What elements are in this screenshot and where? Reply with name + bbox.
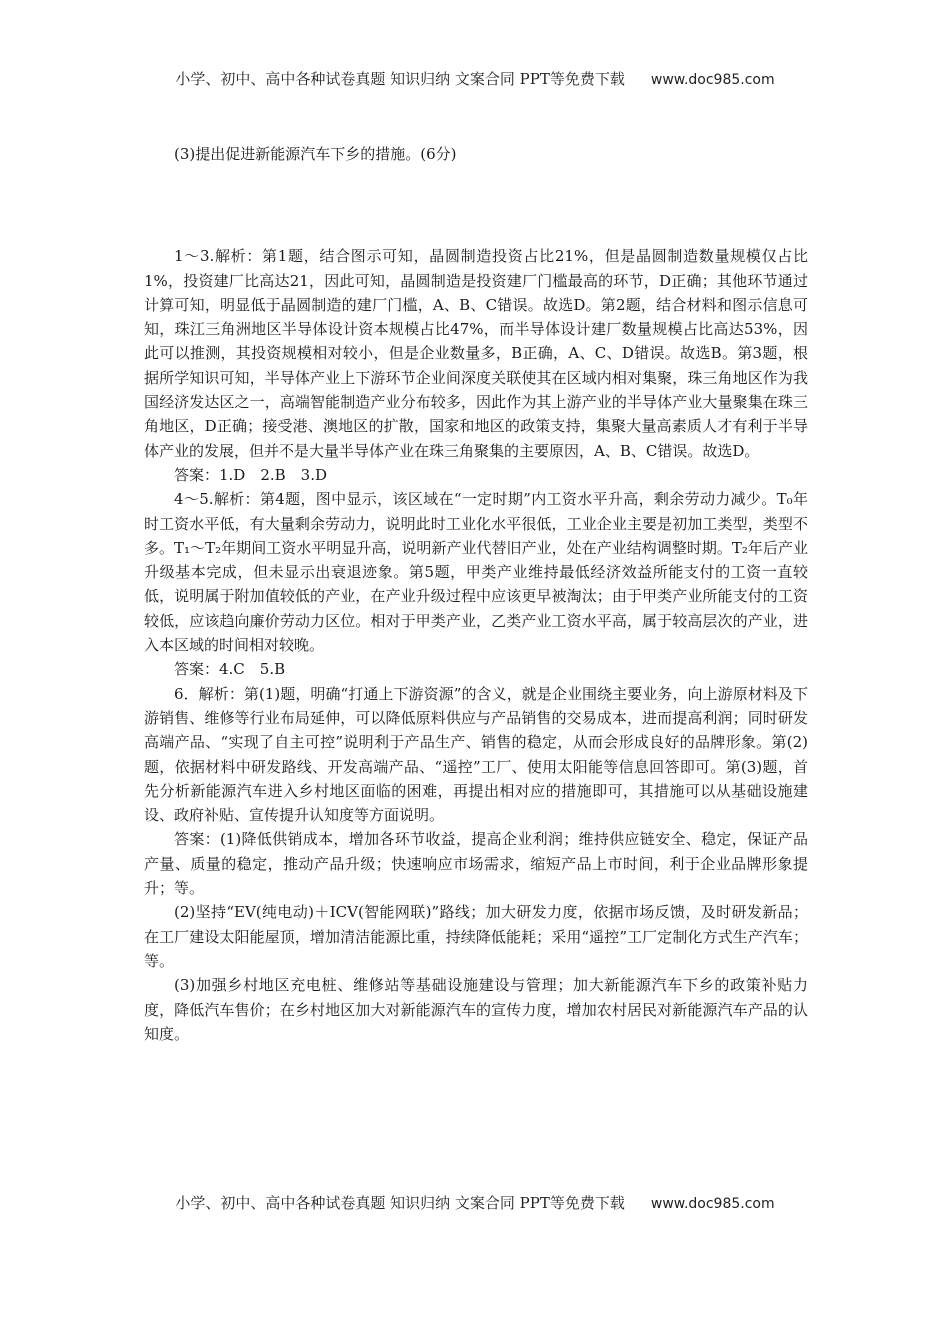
analysis-q4-5: 4～5.解析：第4题，图中显示，该区域在“一定时期”内工资水平升高，剩余劳动力减少。T₀年时工资水平低，有大量剩余劳动力，说明此时工业化水平很低，工业企业主要是初加工类型，类型不多。T₁～T₂年期间工资水平明显升高，说明新产业代替旧产业，处在产业结构调整时期。T₂年后产业升级基本完成，但未显示出衰退迹象。第5题，甲类产业维持最低经济效益所能支付的工资一直较低，说明属于附加值较低的产业，在产业升级过程中应该更早被淘汰；由于甲类产业所能支付的工资较低，应该趋向廉价劳动力区位。相对于甲类产业，乙类产业工资水平高，属于较高层次的产业，进入本区域的时间相对较晚。	[144, 490, 808, 655]
document-body	[144, 142, 808, 1046]
header-slogan: 小学、初中、高中各种试卷真题 知识归纳 文案合同 PPT等免费下载	[175, 70, 625, 88]
analysis-q6: 6．解析：第(1)题，明确“打通上下游资源”的含义，就是企业围绕主要业务，向上游原材料及下游销售、维修等行业布局延伸，可以降低原料供应与产品销售的交易成本，进而提高利润；同时研发高端产品、“实现了自主可控”说明利于产品生产、销售的稳定，从而会形成良好的品牌形象。第(2)题，依据材料中研发路线、开发高端产品、“遥控”工厂、使用太阳能等信息回答即可。第(3)题，首先分析新能源汽车进入乡村地区面临的困难，再提出相对应的措施即可，其措施可以从基础设施建设、政府补贴、宣传提升认知度等方面说明。	[144, 684, 808, 825]
page-footer	[0, 1192, 950, 1213]
answer-q6-part2: (2)坚持“EV(纯电动)＋ICV(智能网联)”路线；加大研发力度，依据市场反馈，及时研发新品；在工厂建设太阳能屋顶，增加清洁能源比重，持续降低能耗；采用“遥控”工厂定制化方式生产汽车；等。	[144, 903, 808, 970]
answer-q1-3: 答案：1.D 2.B 3.D	[174, 465, 328, 484]
footer-site-link[interactable]: www.doc985.com	[650, 1196, 775, 1212]
footer-slogan: 小学、初中、高中各种试卷真题 知识归纳 文案合同 PPT等免费下载	[175, 1194, 625, 1212]
answer-q4-5: 答案：4.C 5.B	[174, 660, 286, 679]
question-3: (3)提出促进新能源汽车下乡的措施。(6分)	[174, 145, 457, 163]
analysis-q1-3: 1～3.解析：第1题，结合图示可知，晶圆制造投资占比21%，但是晶圆制造数量规模仅占比1%，投资建厂比高达21，因此可知，晶圆制造是投资建厂门槛最高的环节，D正确；其他环节通过计算可知，明显低于晶圆制造的建厂门槛，A、B、C错误。故选D。第2题，结合材料和图示信息可知，珠江三角洲地区半导体设计资本规模占比47%，而半导体设计建厂数量规模占比高达53%，因此可以推测，其投资规模相对较小，但是企业数量多，B正确，A、C、D错误。故选B。第3题，根据所学知识可知，半导体产业上下游环节企业间深度关联使其在区域内相对集聚，珠三角地区作为我国经济发达区之一，高端智能制造产业分布较多，因此作为其上游产业的半导体产业大量聚集在珠三角地区，D正确；接受港、澳地区的扩散，国家和地区的政策支持，集聚大量高素质人才有利于半导体产业的发展，但并不是大量半导体产业在珠三角聚集的主要原因，A、B、C错误。故选D。	[144, 247, 808, 460]
page-header	[0, 68, 950, 89]
answer-q6-part3: (3)加强乡村地区充电桩、维修站等基础设施建设与管理；加大新能源汽车下乡的政策补贴力度，降低汽车售价；在乡村地区加大对新能源汽车的宣传力度，增加农村居民对新能源汽车产品的认知度。	[144, 976, 808, 1043]
answer-q6-part1: 答案：(1)降低供销成本，增加各环节收益，提高企业利润；维持供应链安全、稳定，保证产品产量、质量的稳定，推动产品升级；快速响应市场需求，缩短产品上市时间，利于企业品牌形象提升；等。	[144, 830, 808, 898]
header-site-link[interactable]: www.doc985.com	[650, 72, 775, 88]
